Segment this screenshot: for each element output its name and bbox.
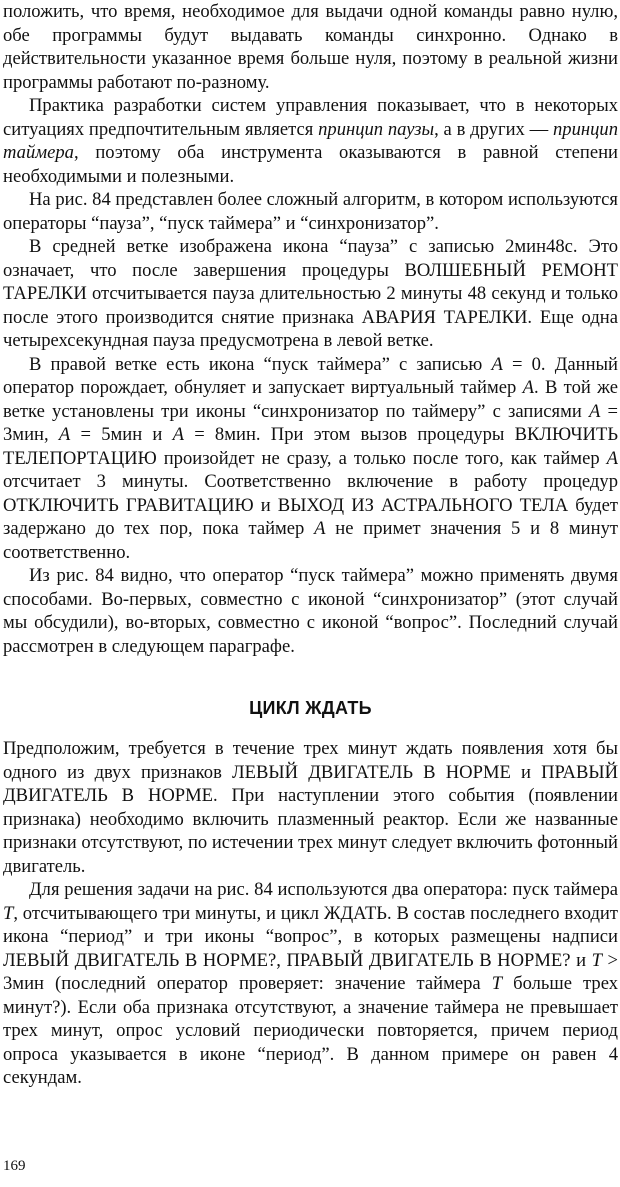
italic-text: А xyxy=(588,400,601,422)
text-run: , а в других — xyxy=(434,118,553,140)
text-run: В средней ветке изображена икона “пауза” с записью 2мин48с. Это означает, что после завершения процедуры ВОЛШЕБНЫЙ РЕМОНТ ТАРЕЛКИ отсчитывается пауза длительностью 2 минуты 48 секунд и только после этого производится снятие признака АВАРИЯ ТАРЕЛКИ. Еще одна четырехсекундная пауза предусмотрена в левой ветке. xyxy=(3,236,618,351)
paragraph xyxy=(3,188,618,235)
paragraph xyxy=(3,564,618,658)
text-run: На рис. 84 представлен более сложный алгоритм, в котором используются операторы “пауза”, “пуск таймера” и “синхронизатор”. xyxy=(3,189,618,234)
italic-text: А xyxy=(314,518,326,539)
paragraph xyxy=(3,737,618,878)
italic-text: А xyxy=(606,447,618,469)
text-run: Из рис. 84 видно, что оператор “пуск таймера” можно применять двумя способами. Во-первых, совместно с иконой “синхронизатор” (этот случай мы обсудили), во-вторых, совместно с иконой “вопрос”. Последний случай рассмотрен в следующем параграфе. xyxy=(3,565,618,657)
text-run: положить, что время, необходимое для выдачи одной команды равно нулю, обе программы будут выдавать команды синхронно. Однако в действительности указанное время больше нуля, поэтому в реальной жизни программы работают по-разному. xyxy=(3,1,618,93)
text-run: = 0. Данный оператор порождает, обнуляет и запускает виртуальный таймер xyxy=(3,353,618,398)
text-run: > 3мин (последний оператор проверяет: значение таймера xyxy=(3,949,619,994)
italic-text: А xyxy=(172,424,184,445)
text-run: = 5мин и xyxy=(70,424,173,445)
paragraph xyxy=(3,878,618,1090)
text-run: , поэтому оба инструмента оказываются в равной степени необходимыми и полезными. xyxy=(3,142,618,187)
page-number: 169 xyxy=(3,1158,26,1174)
text-run: = 8мин. При этом вызов процедуры ВКЛЮЧИТЬ ТЕЛЕПОРТАЦИЮ произойдет не сразу, а только после того, как таймер xyxy=(3,424,618,469)
body-text-top xyxy=(3,0,618,658)
paragraph xyxy=(3,0,618,94)
text-run: . В той же ветке установлены три иконы “синхронизатор по таймеру” с записями xyxy=(3,377,618,422)
italic-text: А xyxy=(58,424,71,445)
paragraph xyxy=(3,353,618,565)
paragraph xyxy=(3,235,618,353)
italic-text: Т xyxy=(491,973,503,994)
text-run: В правой ветке есть икона “пуск таймера” с записью xyxy=(29,353,492,375)
italic-text: Т xyxy=(591,949,602,971)
text-run: Для решения задачи на рис. 84 используются два оператора: пуск таймера xyxy=(29,879,618,900)
italic-text: А xyxy=(522,377,534,398)
section-title: ЦИКЛ ЖДАТЬ xyxy=(249,698,372,718)
text-run: = 3мин, xyxy=(3,400,618,445)
text-run: не примет значения 5 и 8 минут соответственно. xyxy=(3,518,618,563)
text-run: , отсчитывающего три минуты, и цикл ЖДАТЬ. В состав последнего входит икона “период” и три иконы “вопрос”, в которых размещены надписи ЛЕВЫЙ ДВИГАТЕЛЬ В НОРМЕ?, ПРАВЫЙ ДВИГАТЕЛЬ В НОРМЕ? и xyxy=(3,902,618,971)
text-run: больше трех минут?). Если оба признака отсутствуют, а значение таймера не превышает трех минут, опрос условий периодически повторяется, причем период опроса указывается в иконе “период”. В данном примере он равен 4 секундам. xyxy=(3,973,618,1088)
italic-text: принцип таймера xyxy=(3,118,619,163)
italic-text: А xyxy=(491,353,503,375)
page-content xyxy=(3,0,618,1090)
italic-text: принцип паузы xyxy=(318,118,435,140)
body-text-bottom xyxy=(3,737,618,1090)
italic-text: Т xyxy=(3,902,14,924)
paragraph xyxy=(3,94,618,188)
text-run: Практика разработки систем управления показывает, что в некоторых ситуациях предпочтительным является xyxy=(3,95,618,140)
text-run: Предположим, требуется в течение трех минут ждать появления хотя бы одного из двух признаков ЛЕВЫЙ ДВИГАТЕЛЬ В НОРМЕ и ПРАВЫЙ ДВИГАТЕЛЬ В НОРМЕ. При наступлении этого события (появлении признака) необходимо включить плазменный реактор. Если же названные признаки отсутствуют, по истечении трех минут следует включить фотонный двигатель. xyxy=(3,738,618,877)
text-run: отсчитает 3 минуты. Соответственно включение в работу процедур ОТКЛЮЧИТЬ ГРАВИТАЦИЮ и ВЫХОД ИЗ АСТРАЛЬНОГО ТЕЛА будет задержано до тех пор, пока таймер xyxy=(3,471,618,539)
